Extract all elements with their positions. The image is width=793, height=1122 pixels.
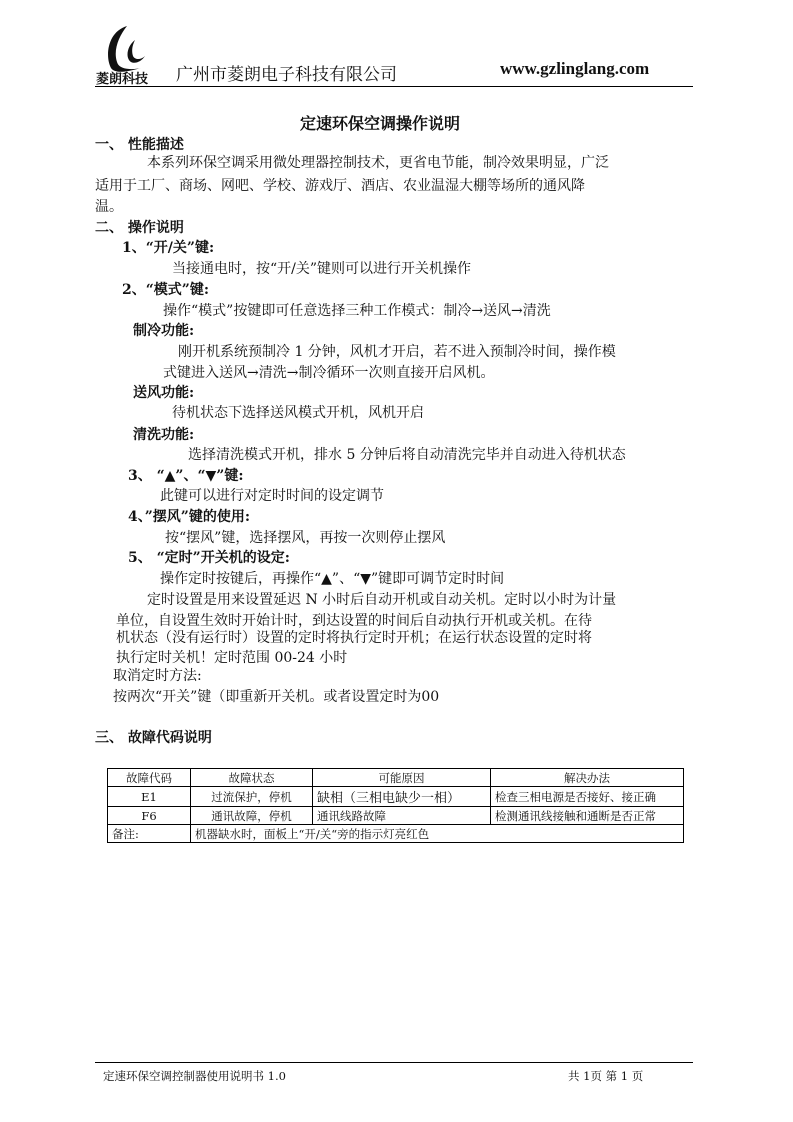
table-cell: 检测通讯线接触和通断是否正常 [491, 807, 684, 825]
footer-page-number: 共 1页 第 1 页 [568, 1069, 644, 1083]
paragraph-line: 取消定时方法: [113, 668, 202, 684]
table-cell: E1 [108, 787, 191, 807]
paragraph-line: 按两次“开关”键（即重新开关机。或者设置定时为00 [113, 689, 440, 705]
paragraph-line: 单位，自设置生效时开始计时，到达设置的时间后自动执行开机或关机。在待 [116, 613, 592, 629]
company-url: www.gzlinglang.com [500, 59, 650, 78]
header-cell: 解决办法 [491, 769, 684, 787]
note-label: 备注: [108, 825, 191, 843]
table-cell: 缺相（三相电缺少一相） [313, 787, 491, 807]
table-row [108, 807, 684, 825]
paragraph-line: 操作定时按键后，再操作“▲”、“▼”键即可调节定时时间 [160, 571, 505, 587]
note-text: 机器缺水时，面板上“开/关“旁的指示灯亮红色 [191, 825, 684, 843]
header-cell: 可能原因 [313, 769, 491, 787]
paragraph-line: 刚开机系统预制冷 1 分钟，风机才开启，若不进入预制冷时间，操作模 [178, 344, 616, 360]
paragraph-line: 定时设置是用来设置延迟 N 小时后自动开机或自动关机。定时以小时为计量 [147, 592, 617, 608]
paragraph-line: 此键可以进行对定时时间的设定调节 [160, 488, 384, 504]
table-cell: 通讯线路故障 [313, 807, 491, 825]
table-row [108, 787, 684, 807]
paragraph-line: 操作“模式”按键即可任意选择三种工作模式：制冷→送风→清洗 [163, 303, 551, 319]
subheading: 2、“模式”键: [122, 282, 210, 298]
header-cell: 故障代码 [108, 769, 191, 787]
fault-code-table [107, 768, 684, 843]
paragraph-line: 按“摆风”键，选择摆风，再按一次则停止摆风 [165, 530, 446, 546]
subheading: 3、 “▲”、“▼”键: [128, 468, 244, 484]
company-name: 广州市菱朗电子科技有限公司 [176, 65, 397, 85]
section-heading: 三、 故障代码说明 [95, 730, 212, 746]
subheading: 5、 “定时”开关机的设定: [128, 550, 290, 566]
paragraph-line: 温。 [95, 199, 123, 215]
header-cell: 故障状态 [191, 769, 313, 787]
subheading: 1、“开/关”键: [122, 240, 215, 256]
subheading: 4、”摆风”键的使用: [128, 509, 251, 525]
paragraph-line: 机状态（没有运行时）设置的定时将执行定时开机；在运行状态设置的定时将 [116, 630, 592, 646]
paragraph-line: 式键进入送风→清洗→制冷循环一次则直接开启风机。 [163, 365, 495, 381]
section-heading: 二、 操作说明 [95, 220, 184, 236]
subheading: 制冷功能: [133, 323, 195, 339]
paragraph-line: 适用于工厂、商场、网吧、学校、游戏厅、酒店、农业温湿大棚等场所的通风降 [95, 178, 585, 194]
paragraph-line: 选择清洗模式开机，排水 5 分钟后将自动清洗完毕并自动进入待机状态 [188, 447, 626, 463]
table-cell: 通讯故障，停机 [191, 807, 313, 825]
table-note-row [108, 825, 684, 843]
document-title: 定速环保空调操作说明 [300, 114, 461, 133]
paragraph-line: 本系列环保空调采用微处理器控制技术，更省电节能，制冷效果明显，广泛 [147, 155, 609, 171]
header-divider [95, 86, 693, 87]
subheading: 清洗功能: [133, 427, 195, 443]
table-cell: 检查三相电源是否接好、接正确 [491, 787, 684, 807]
subheading: 送风功能: [133, 385, 195, 401]
logo-text: 菱朗科技 [96, 72, 149, 87]
footer-divider [95, 1062, 693, 1063]
table-cell: 过流保护，停机 [191, 787, 313, 807]
footer-doc-name: 定速环保空调控制器使用说明书 1.0 [103, 1069, 286, 1083]
section-heading: 一、 性能描述 [95, 137, 184, 153]
paragraph-line: 待机状态下选择送风模式开机，风机开启 [172, 405, 424, 421]
table-header-row [108, 769, 684, 787]
paragraph-line: 当接通电时，按“开/关”键则可以进行开关机操作 [172, 261, 472, 277]
table-cell: F6 [108, 807, 191, 825]
paragraph-line: 执行定时关机！定时范围 00-24 小时 [116, 650, 348, 666]
